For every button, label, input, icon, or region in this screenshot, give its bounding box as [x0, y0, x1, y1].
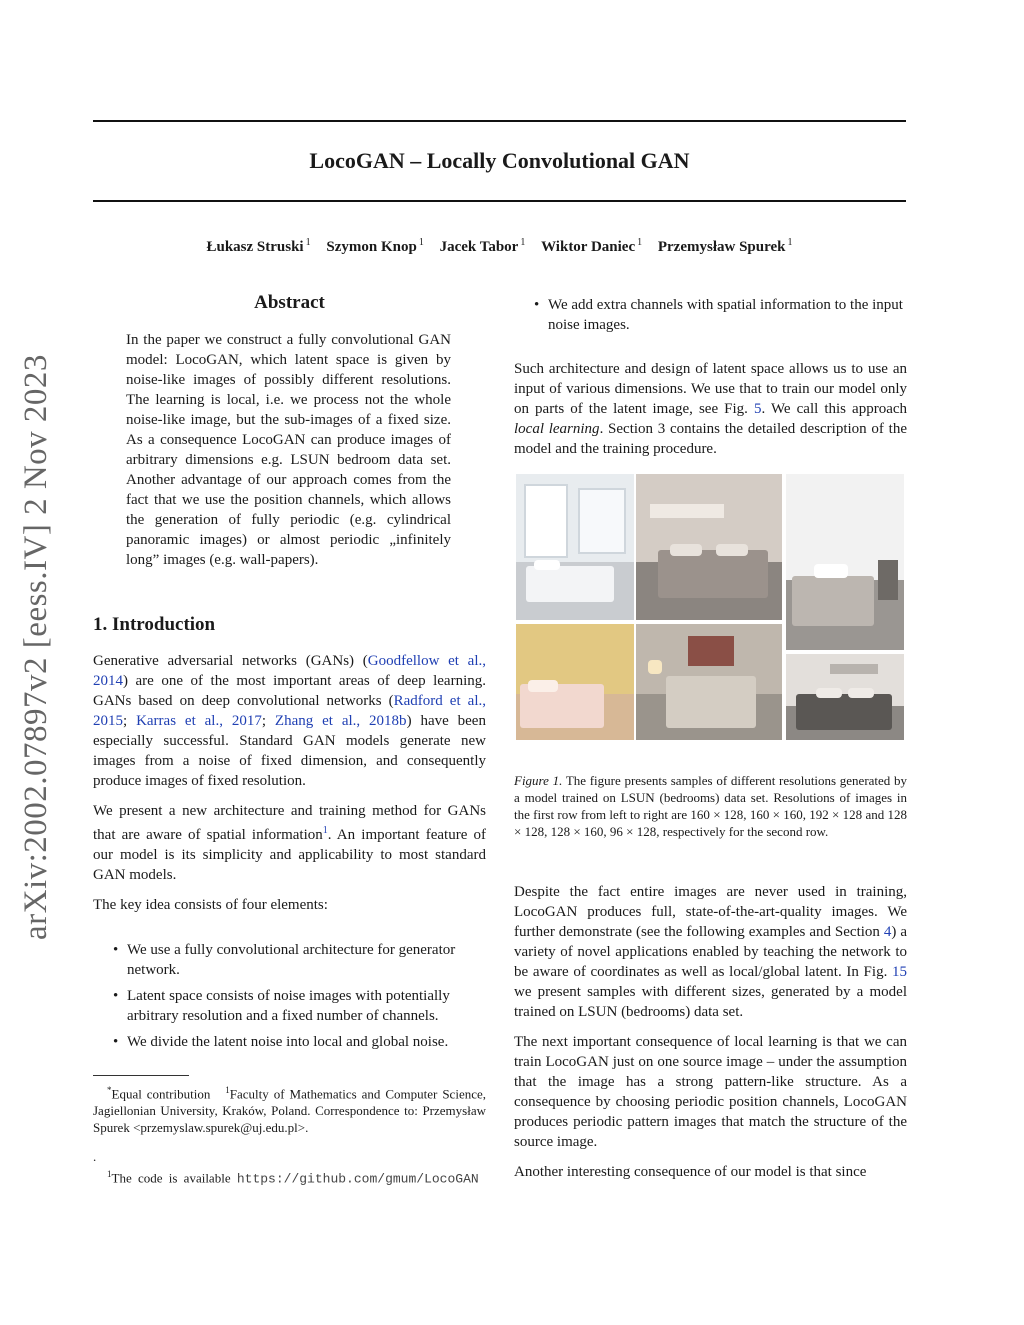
bedroom-sample-image	[636, 624, 782, 740]
top-rule	[93, 120, 906, 122]
text-span: . Section 3 contains the detailed description of the model and the training procedure.	[514, 421, 907, 457]
author-affiliation-mark: 1	[305, 237, 311, 248]
title-bottom-rule	[93, 200, 906, 202]
text-span: we present samples with different sizes, generated by a model trained on LSUN (bedrooms) data set.	[514, 984, 907, 1020]
right-paragraph-4: Another interesting consequence of our model is that since	[514, 1164, 867, 1180]
citation-link[interactable]: Radford et al., 2015	[93, 693, 486, 729]
author-name: Jacek Tabor	[439, 239, 519, 255]
author-name: Łukasz Struski	[206, 239, 304, 255]
right-paragraph-1	[514, 359, 907, 459]
text-span: ;	[261, 713, 275, 729]
citation-link[interactable]: Karras et al., 2017	[136, 713, 262, 729]
bullet-icon: •	[113, 988, 119, 1004]
footnote-dot: .	[93, 1149, 97, 1164]
author-list	[93, 237, 906, 256]
right-paragraph-2	[514, 882, 907, 1022]
author-2	[326, 239, 423, 255]
figure-label: Figure 1.	[514, 773, 563, 788]
author-4	[541, 239, 642, 255]
citation-link[interactable]: Goodfellow et al., 2014	[93, 653, 486, 689]
code-availability-text: The code is available	[111, 1170, 231, 1186]
list-item	[93, 986, 486, 1026]
text-span: ) have been especially successful. Standard GAN models generate new images from a noise of fixed dimension, and consequently produce images of fixed resolution.	[93, 713, 486, 789]
figure-ref-link[interactable]: 15	[892, 964, 907, 980]
text-span: We present a new architecture and training method for GANs that are aware of spatial information	[93, 803, 486, 843]
figure-ref-link[interactable]: 5	[753, 401, 762, 417]
code-footnote	[93, 1166, 486, 1187]
author-name: Szymon Knop	[326, 239, 417, 255]
text-span: Such architecture and design of latent space allows us to use an input of various dimensions. We use that to train our model only on parts of the latent image, see Fig.	[514, 361, 907, 417]
paper-title: LocoGAN – Locally Convolutional GAN	[309, 148, 690, 173]
author-name: Przemysław Spurek	[657, 239, 786, 255]
text-span: Despite the fact entire images are never used in training, LocoGAN produces full, state-of-the-art-quality images. We further demonstrate (see the following examples and Section	[514, 884, 907, 940]
right-column-lower	[514, 882, 907, 1182]
author-3	[440, 239, 526, 255]
figure-1-image-grid	[516, 474, 904, 740]
author-affiliation-mark: 1	[637, 237, 643, 248]
section-ref-link[interactable]: 4	[883, 924, 892, 940]
key-ideas-list	[93, 940, 486, 1052]
code-url-link[interactable]: https://github.com/gmum/LocoGAN	[236, 1171, 479, 1187]
list-item-text: We add extra channels with spatial information to the input noise images.	[548, 297, 903, 333]
left-column	[93, 292, 486, 1052]
text-span: . An important feature of our model is its simplicity and applicability to most standard GAN models.	[93, 827, 486, 883]
figure-1-caption	[514, 772, 907, 840]
list-item-text: We divide the latent noise into local and global noise.	[127, 1034, 449, 1050]
intro-paragraph-1	[93, 651, 486, 791]
bedroom-sample-image	[516, 624, 634, 740]
author-affiliation-mark: 1	[787, 237, 793, 248]
text-span: ) are one of the most important areas of deep learning. GANs based on deep convolutional networks (	[93, 673, 486, 709]
bullet-icon: •	[113, 942, 119, 958]
author-1	[206, 239, 310, 255]
bullet-icon: •	[534, 297, 540, 313]
footnote-rule	[93, 1075, 189, 1076]
list-item	[514, 295, 907, 335]
list-item	[93, 1032, 486, 1052]
author-affiliation-mark: 1	[520, 237, 526, 248]
author-name: Wiktor Daniec	[541, 239, 636, 255]
right-paragraph-3: The next important consequence of local learning is that we can train LocoGAN just on one source image – under the assumption that the image has a strong pattern-like structure. As a consequence by choosing periodic position channels, LocoGAN produces periodic pattern images that match the structure of the source image.	[514, 1034, 907, 1150]
text-span: Generative adversarial networks (GANs) (	[93, 653, 368, 669]
bullet-icon: •	[113, 1034, 119, 1050]
bedroom-sample-image	[516, 474, 634, 620]
list-item-text: Latent space consists of noise images with potentially arbitrary resolution and a fixed number of channels.	[127, 988, 450, 1024]
affiliation-footnote	[93, 1082, 486, 1136]
text-span: ;	[123, 713, 137, 729]
right-column	[514, 295, 907, 459]
intro-paragraph-3: The key idea consists of four elements:	[93, 897, 328, 913]
arxiv-stamp: arXiv:2002.07897v2 [eess.IV] 2 Nov 2023	[18, 354, 54, 940]
text-span: . We call this approach	[761, 401, 908, 417]
footnote-mark: 1	[225, 1085, 230, 1095]
list-item	[93, 940, 486, 980]
introduction-heading: 1. Introduction	[93, 614, 216, 635]
bedroom-sample-image	[786, 654, 904, 740]
footnote-mark: *	[107, 1085, 112, 1095]
author-5	[658, 239, 793, 255]
text-span: ) a variety of novel applications enabled by teaching the network to be aware of coordinates as well as local/global latent. In Fig.	[514, 924, 908, 980]
abstract-heading: Abstract	[254, 292, 325, 313]
footnote-mark: 1	[107, 1169, 112, 1179]
abstract-text: In the paper we construct a fully convolutional GAN model: LocoGAN, which latent space is given by noise-like images of possibly different resolutions. The learning is local, i.e. we process not the whole noise-like image, but the sub-images of a fixed size. As a consequence LocoGAN can produce images of arbitrary dimensions e.g. LSUN bedroom data set. Another advantage of our approach comes from the fact that we use the position channels, which allows the generation of fully periodic (e.g. cylindrical panoramic images) or almost periodic „infinitely long” images (e.g. wall-papers).	[126, 332, 451, 568]
affiliation-note: Faculty of Mathematics and Computer Science, Jagiellonian University, Kraków, Poland. Correspondence to: Przemysław Spurek <przemyslaw.spurek@uj.edu.pl>.	[93, 1086, 486, 1136]
equal-contribution-note: Equal contribution	[111, 1086, 211, 1102]
bedroom-sample-image	[636, 474, 782, 620]
footnote-link[interactable]: 1	[322, 825, 328, 836]
bedroom-sample-image	[786, 474, 904, 650]
author-affiliation-mark: 1	[418, 237, 424, 248]
emphasis-text: local learning	[514, 421, 600, 437]
citation-link[interactable]: Zhang et al., 2018b	[274, 713, 407, 729]
intro-paragraph-2	[93, 801, 486, 885]
figure-caption-text: The figure presents samples of different resolutions generated by a model trained on LSUN (bedrooms) data set. Resolutions of images in the first row from left to right are 160 × 128, 160 × 160, 192 × 128 and 128 × 128, 128 × 160, 96 × 128, respectively for the second row.	[514, 773, 908, 839]
list-item-text: We use a fully convolutional architecture for generator network.	[127, 942, 456, 978]
